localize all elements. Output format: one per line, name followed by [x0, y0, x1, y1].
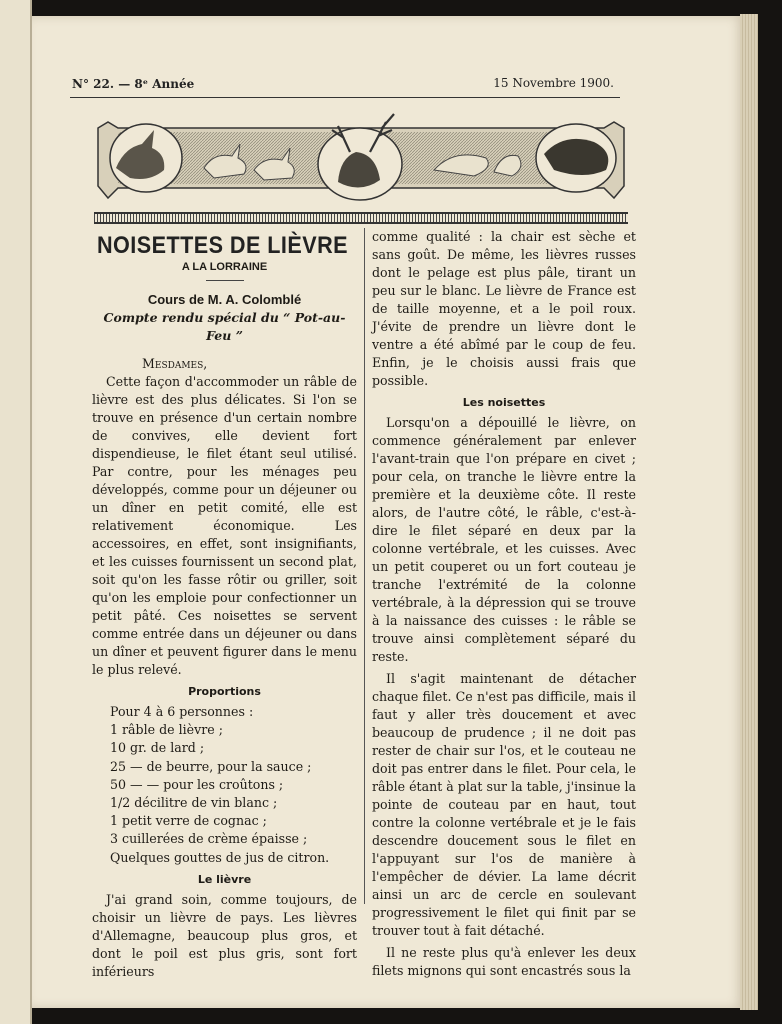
- article-subtitle: A LA LORRAINE: [181, 261, 268, 273]
- ingredient-item: 10 gr. de lard ;: [110, 740, 205, 756]
- ingredient-item: 1/2 décilitre de vin blanc ;: [110, 795, 278, 811]
- facing-page-edge: [0, 0, 32, 1024]
- issue-date: 15 Novembre 1900.: [493, 76, 614, 90]
- issue-number: N° 22. — 8ᵉ Année: [72, 77, 195, 91]
- lievre-heading: Le lièvre: [197, 872, 252, 886]
- noisettes-paragraph-3: Il ne reste plus qu'à enlever les deux filets mignons qui sont encastrés sous la: [372, 945, 636, 978]
- deer-head-icon: [318, 114, 402, 200]
- ingredients-list: [92, 703, 357, 867]
- ingredient-item: 50 — — pour les croûtons ;: [110, 776, 284, 792]
- page-stack-edge: [740, 14, 758, 1010]
- hare-head-icon: [110, 124, 182, 192]
- ingredient-item: Quelques gouttes de jus de citron.: [110, 849, 330, 865]
- salutation: Mesdames,: [142, 356, 208, 371]
- game-banner-illustration: [94, 108, 628, 208]
- continued-paragraph: comme qualité : la chair est sèche et sans goût. De même, les lièvres russes dont le pelage est plus pâle, tirant un peu sur le blanc. Le lièvre de France est de taille moyenne, et a le poil roux. J'évite de prendre un lièvre dont le ventre a été abîmé par le coup de feu. Enfin, je le choisis aussi frais que possible.: [372, 229, 636, 388]
- ingredient-item: 25 — de beurre, pour la sauce ;: [110, 758, 312, 774]
- special-report-line: Compte rendu spécial du “ Pot-au-Feu ”: [103, 310, 346, 343]
- title-rule: [206, 280, 244, 281]
- column-divider: [364, 228, 365, 904]
- noisettes-paragraph-2: Il s'agit maintenant de détacher chaque filet. Ce n'est pas difficile, mais il faut y aller très doucement et avec beaucoup de prudence ; il ne doit pas rester de chair sur l'os, et le couteau ne doit pas entrer dans le filet. Pour cela, le râble étant à plat sur la table, j'insinue la pointe de couteau par en haut, tout contre la colonne vertébrale et je le fais descendre doucement sous le filet en l'appuyant sur l'os de manière à l'empêcher de dévier. La lame décrit ainsi un arc de cercle en soulevant progressivement le filet qui finit par se trouver tout à fait détaché.: [372, 671, 636, 938]
- ingredient-item: 3 cuillerées de crème épaisse ;: [110, 831, 308, 847]
- intro-paragraph: Cette façon d'accommoder un râble de lièvre est des plus délicates. Si l'on se trouve en présence d'un certain nombre de convives, elle devient fort dispendieuse, le filet étant seul utilisé. Par contre, pour les ménages peu développés, comme pour un déjeuner ou un dîner en petit comité, elle est relativement économique. Les accessoires, en effet, sont insignifiants, et les cuisses fournissent un second plat, soit qu'on les fasse rôtir ou griller, soit qu'on les emploie pour confectionner un petit pâté. Ces noisettes se servent comme entrée dans un déjeuner ou dans un dîner et peuvent figurer dans le menu le plus relevé.: [92, 374, 357, 677]
- header-double-rule: [94, 212, 628, 224]
- right-column: [372, 228, 636, 980]
- ingredient-item: Pour 4 à 6 personnes :: [110, 704, 254, 719]
- noisettes-heading: Les noisettes: [462, 396, 546, 409]
- boar-head-icon: [536, 124, 616, 192]
- noisettes-paragraph-1: Lorsqu'on a dépouillé le lièvre, on commence généralement par enlever l'avant-train que l'on prépare en civet ; pour cela, on tranche le lièvre entre la première et la deuxième côte. Il reste alors, de l'autre côté, le râble, c'est-à-dire le filet séparé en deux par la colonne vertébrale, et les cuisses. Avec un petit couperet ou un fort couteau je tranche l'extrémité de la colonne vertébrale, à la dépression qui se trouve à la naissance des cuisses : le râble se trouve ainsi complètement séparé du reste.: [372, 415, 636, 664]
- issue-header: [70, 65, 620, 98]
- ingredient-item: 1 râble de lièvre ;: [110, 722, 223, 738]
- left-column: [92, 228, 357, 981]
- course-byline: Cours de M. A. Colomblé: [147, 292, 302, 307]
- article-title: NOISETTES DE LIÈVRE: [96, 232, 348, 259]
- ingredient-item: 1 petit verre de cognac ;: [110, 813, 267, 829]
- lievre-paragraph: J'ai grand soin, comme toujours, de choisir un lièvre de pays. Les lièvres d'Allemagne, beaucoup plus gros, et dont le poil est plus gris, sont fort inférieurs: [92, 891, 357, 979]
- proportions-heading: Proportions: [188, 685, 261, 698]
